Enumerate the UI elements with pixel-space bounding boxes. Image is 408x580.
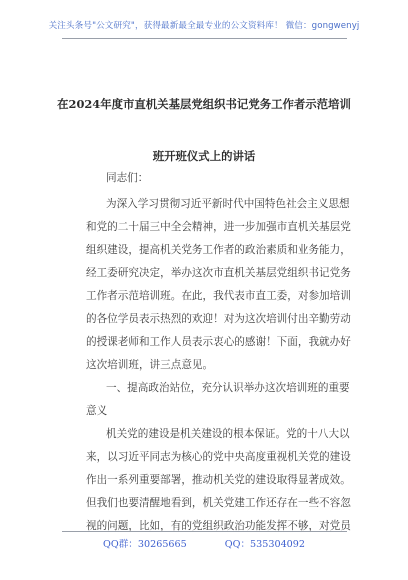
section-heading-line: 意义 [86,405,108,417]
body-line: 经工委研究决定，举办这次市直机关基层党组织书记党务 [86,267,351,279]
body-line: 的授课老师和工作人员表示衷心的感谢！下面，我就办好 [86,336,351,348]
footer-divider [62,531,347,532]
body-line: 视的问题，比如，有的党组织政治功能发挥不够，对党员 [86,520,351,532]
body-line: 这次培训班，讲三点意见。 [86,359,214,371]
body-line: 的各位学员表示热烈的欢迎！对为这次培训付出辛勤劳动 [86,313,351,325]
body-line: 机关党的建设是机关建设的根本保证。党的十八大以 [106,428,350,440]
header-divider [62,38,347,39]
body-line: 工作者示范培训班。在此，我代表市直工委，对参加培训 [86,290,351,302]
header-banner: 关注头条号"公文研究"，获得最新最全最专业的公文资料库！ 微信：gongwenyj [48,21,360,31]
body-line: 组织建设，提高机关党务工作者的政治素质和业务能力， [86,244,351,256]
body-line: 为深入学习贯彻习近平新时代中国特色社会主义思想 [106,198,350,210]
footer-qq-number: QQ：535304092 [224,539,305,550]
body-line: 但我们也要清醒地看到，机关党建工作还存在一些不容忽 [86,497,351,509]
salutation: 同志们： [106,172,149,184]
footer-contact [0,536,408,550]
body-line: 来，以习近平同志为核心的党中央高度重视机关党的建设 [86,451,351,463]
document-title-line-1: 在2024年度市直机关基层党组织书记党务工作者示范培训 [57,97,351,111]
document-title-line-2: 班开班仪式上的讲话 [152,149,256,163]
body-line: 和党的二十届三中全会精神，进一步加强市直机关基层党 [86,221,351,233]
section-heading-line: 一、提高政治站位，充分认识举办这次培训班的重要 [106,382,350,394]
footer-qq-group: QQ群：30265665 [102,539,187,550]
body-line: 作出一系列重要部署，推动机关党的建设取得显著成效。 [86,474,351,486]
